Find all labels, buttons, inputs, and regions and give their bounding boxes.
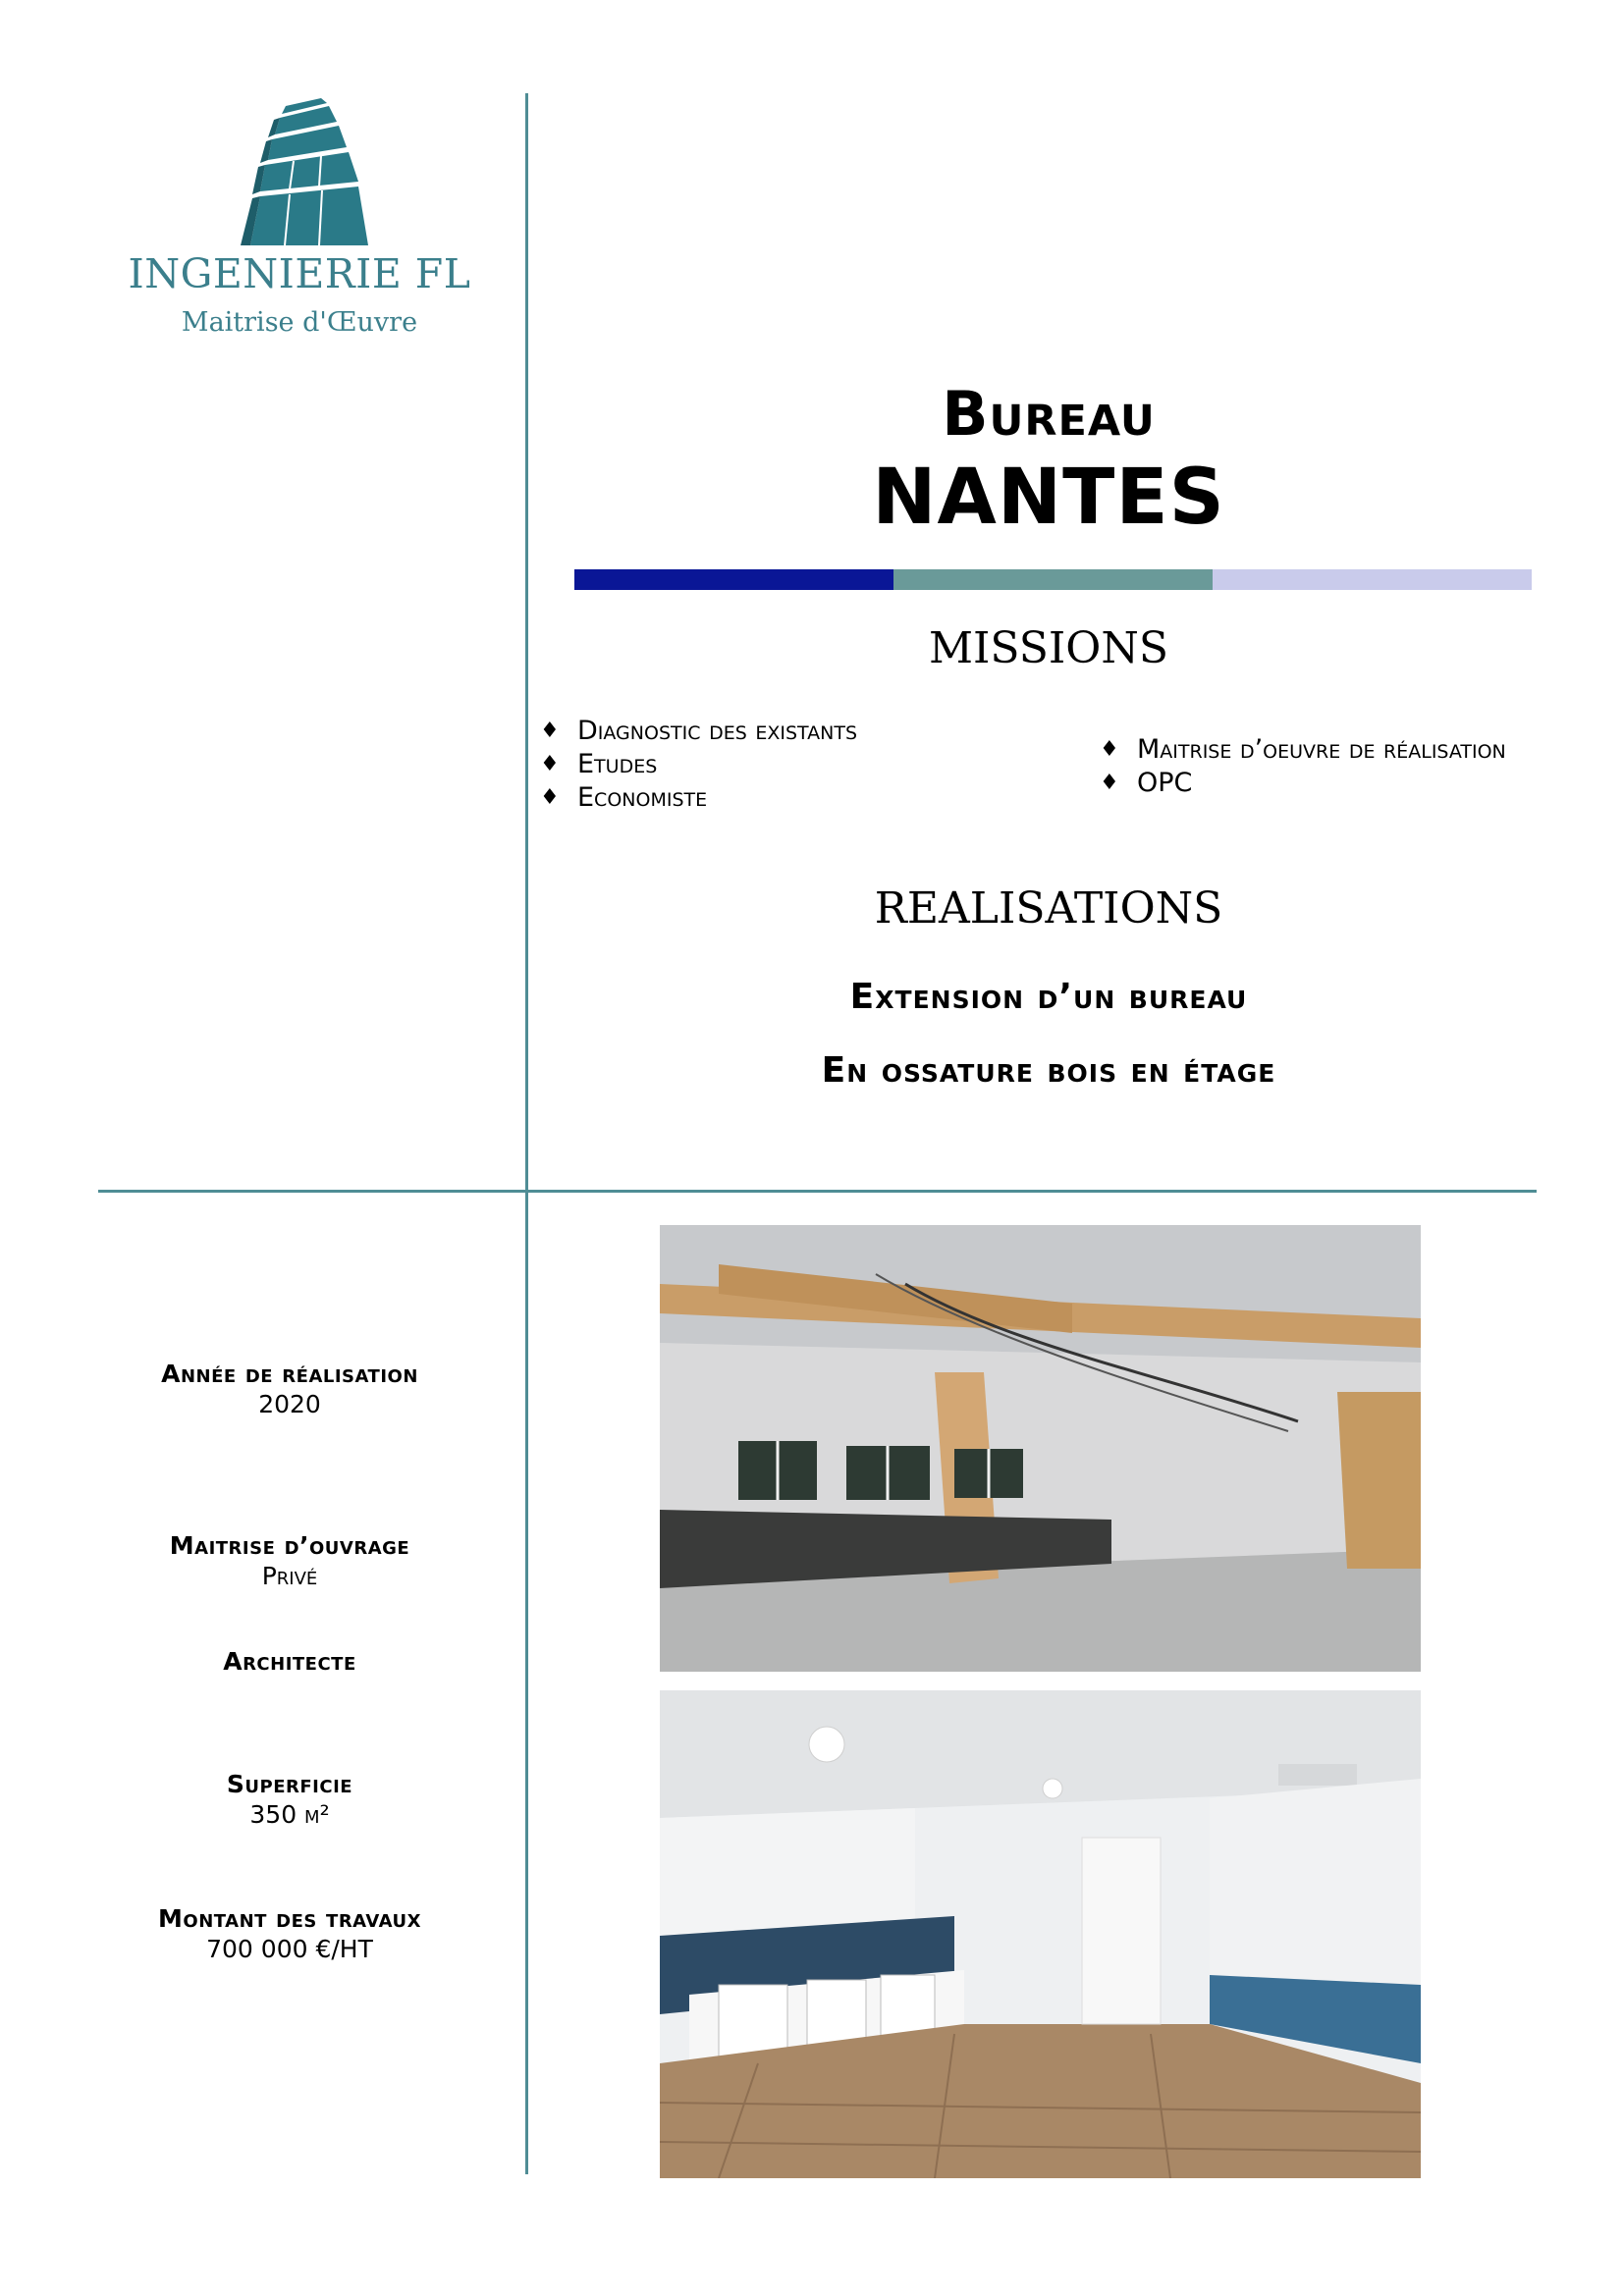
mission-label: Etudes bbox=[577, 749, 658, 779]
info-value: 700 000 €/HT bbox=[206, 1935, 373, 1963]
diamond-bullet-icon: ♦ bbox=[1100, 771, 1119, 795]
list-item bbox=[540, 781, 857, 815]
finished-office-photo bbox=[660, 1690, 1421, 2178]
title-line-1: Bureau bbox=[942, 378, 1156, 450]
horizontal-divider bbox=[98, 1190, 1537, 1193]
info-annee bbox=[88, 1360, 491, 1418]
diamond-bullet-icon: ♦ bbox=[1100, 737, 1119, 762]
diamond-bullet-icon: ♦ bbox=[540, 752, 560, 776]
info-value: 350 m² bbox=[249, 1800, 330, 1829]
missions-list-left bbox=[540, 715, 857, 815]
info-label: Maitrise d’ouvrage bbox=[169, 1531, 410, 1560]
title-line-2: NANTES bbox=[872, 454, 1225, 542]
company-subtitle: Maitrise d'Œuvre bbox=[181, 307, 418, 338]
info-value: Privé bbox=[261, 1562, 318, 1590]
info-value: 2020 bbox=[258, 1390, 321, 1418]
company-name: INGENIERIE FL bbox=[128, 250, 471, 297]
project-title-line-1: Extension d’un bureau bbox=[849, 977, 1248, 1017]
mission-label: OPC bbox=[1137, 768, 1193, 798]
diamond-bullet-icon: ♦ bbox=[540, 719, 560, 743]
project-title-line-2: En ossature bois en étage bbox=[821, 1050, 1276, 1091]
missions-list-right bbox=[1100, 733, 1506, 800]
missions-heading: MISSIONS bbox=[928, 623, 1169, 673]
color-bar bbox=[574, 569, 1532, 590]
list-item bbox=[540, 748, 857, 781]
info-maitrise-ouvrage bbox=[88, 1531, 491, 1590]
color-bar-segment-2 bbox=[893, 569, 1213, 590]
info-label: Montant des travaux bbox=[158, 1904, 421, 1933]
mission-label: Economiste bbox=[577, 782, 708, 813]
info-label: Architecte bbox=[223, 1647, 356, 1676]
construction-photo bbox=[660, 1225, 1421, 1672]
list-item bbox=[1100, 733, 1506, 767]
info-architecte bbox=[88, 1647, 491, 1676]
company-logo-building-icon bbox=[191, 98, 368, 245]
diamond-bullet-icon: ♦ bbox=[540, 785, 560, 810]
realisations-heading: REALISATIONS bbox=[874, 883, 1223, 934]
info-montant bbox=[88, 1904, 491, 1963]
info-label: Année de réalisation bbox=[161, 1360, 418, 1388]
color-bar-segment-3 bbox=[1213, 569, 1532, 590]
color-bar-segment-1 bbox=[574, 569, 893, 590]
info-label: Superficie bbox=[226, 1770, 353, 1798]
mission-label: Diagnostic des existants bbox=[577, 716, 858, 746]
list-item bbox=[540, 715, 857, 748]
info-superficie bbox=[88, 1770, 491, 1829]
list-item bbox=[1100, 767, 1506, 800]
mission-label: Maitrise d’oeuvre de réalisation bbox=[1137, 734, 1506, 765]
